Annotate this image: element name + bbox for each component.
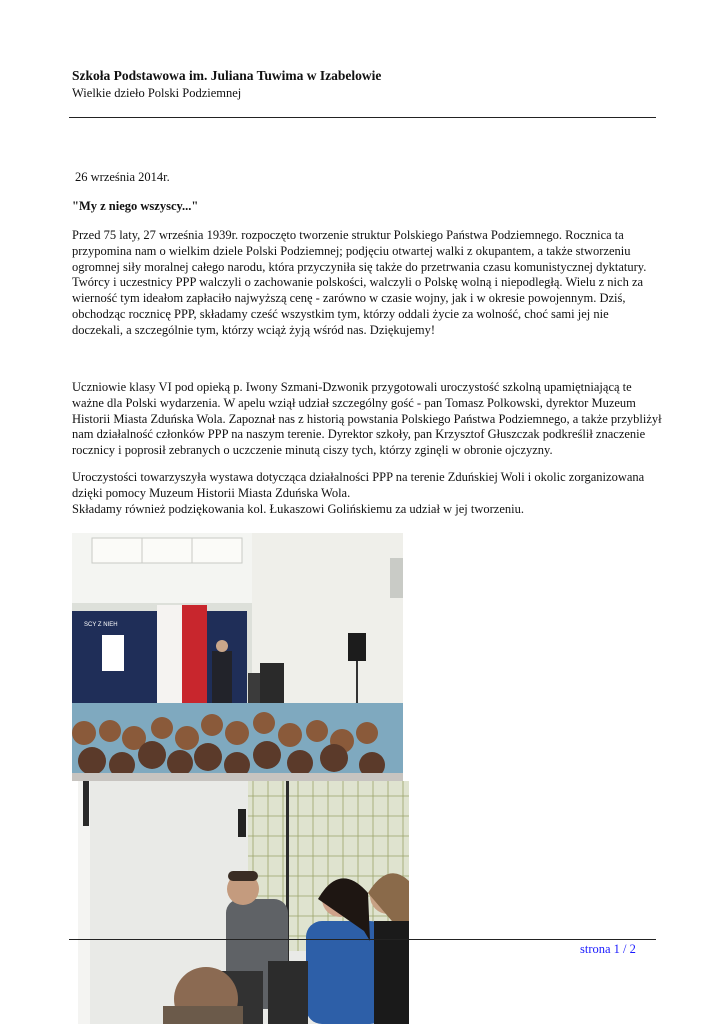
footer-rule — [69, 939, 656, 940]
article-title: "My z niego wszyscy..." — [72, 199, 199, 213]
paragraph-3-line-1: Uroczystości towarzyszyła wystawa dotycząca działalności PPP na terenie Zduńskiej Woli i okolic zorganizowana dzięki pomocy Muzeum Historii Miasta Zduńska Wola. — [72, 470, 645, 500]
paragraph-3 — [72, 470, 662, 517]
page-number: strona 1 / 2 — [580, 942, 636, 956]
header-rule — [69, 117, 656, 118]
header-title: Szkoła Podstawowa im. Juliana Tuwima w Izabelowie — [72, 68, 382, 83]
paragraph-1: Przed 75 laty, 27 września 1939r. rozpoczęto tworzenie struktur Polskiego Państwa Podziemnego. Rocznica ta przypomina nam o wielkim dziele Polski Podziemnej; podjęciu otwartej walki z okupantem, a także stworzeniu ogromnej siły moralnej całego narodu, która przyczyniła się także do przetrwania czasu komunistycznej dyktatury. Twórcy i uczestnicy PPP walczyli o zachowanie polskości, walczyli o Polskę wolną i niepodległą. Wielu z nich za wierność tym ideałom zapłaciło najwyższą cenę - zarówno w czasie wojny, jak i w okresie powojennym. Dziś, obchodząc rocznicę PPP, składamy cześć wszystkim tym, którzy oddali życie za wolność, choć sami jej nie doczekali, a szczególnie tym, którzy wciąż żyją wśród nas. Dziękujemy! — [72, 228, 647, 337]
header-subtitle: Wielkie dzieło Polski Podziemnej — [72, 86, 242, 100]
article-date: 26 września 2014r. — [75, 170, 170, 184]
photo-assembly — [72, 533, 403, 781]
paragraph-2: Uczniowie klasy VI pod opieką p. Iwony Szmani-Dzwonik przygotowali uroczystość szkolną upamiętniającą te ważne dla Polski wydarzenia. W apelu wziął udział szczególny gość - pan Tomasz Polkowski, dyrektor Muzeum Historii Miasta Zduńska Wola. Zapoznał nas z historią powstania Polskiego Państwa Podziemnego, a także przybliżył nam działalność członków PPP na naszym terenie. Dyrektor szkoły, pan Krzysztof Głuszczak podkreślił znaczenie rocznicy i poprosił zebranych o uczczenie minutą ciszy tych, którzy zginęli w obronie ojczyzny. — [72, 380, 662, 458]
banner-text: SCY Z NIEH — [84, 622, 118, 628]
paragraph-3-line-2: Składamy również podziękowania kol. Łukaszowi Golińskiemu za udział w jej tworzeniu. — [72, 501, 524, 516]
photo-guests — [78, 781, 409, 1024]
